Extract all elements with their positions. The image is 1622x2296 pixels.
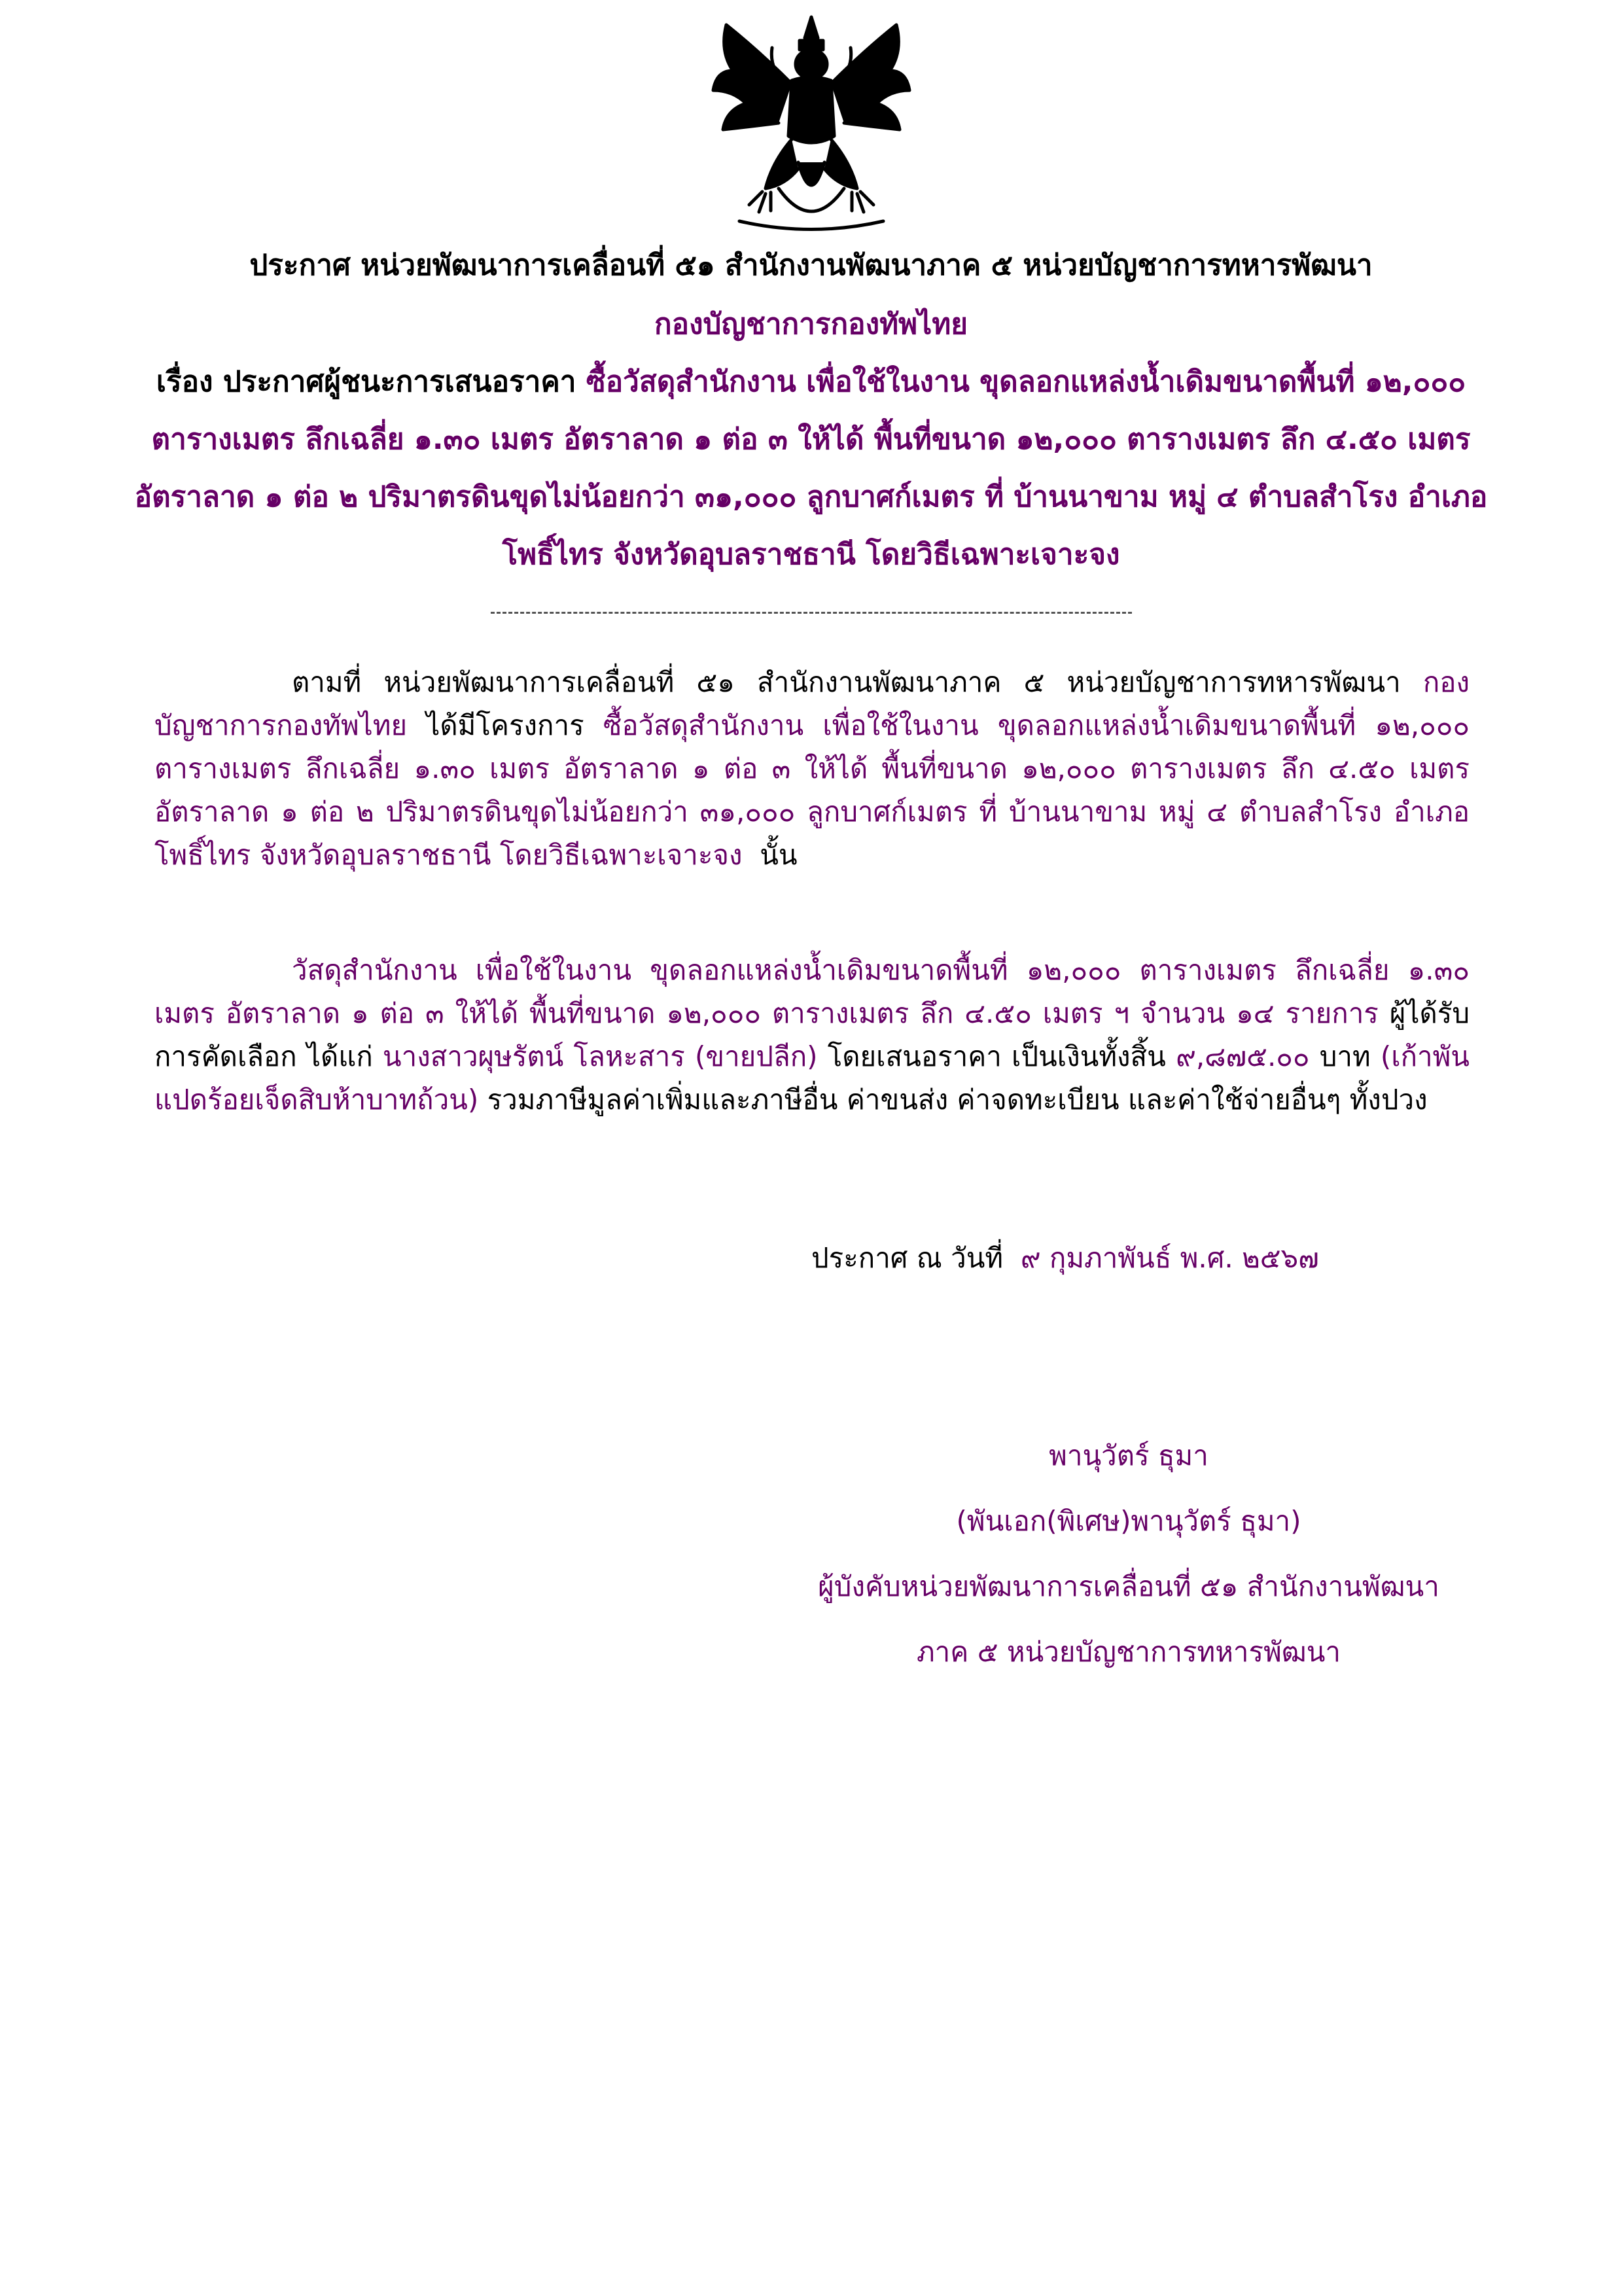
paragraph1-end: นั้น [760, 839, 798, 871]
paragraph-1 [154, 661, 1470, 877]
garuda-emblem-icon [700, 12, 923, 241]
signer-full-name: (พันเอก(พิเศษ)พานุวัตร์ ธุมา) [956, 1505, 1301, 1537]
signature-block [785, 1423, 1472, 1685]
header-title [118, 237, 1504, 294]
subject-text: ซื้อวัสดุสำนักงาน เพื่อใช้ในงาน ขุดลอกแหล่งน้ำเดิมขนาดพื้นที่ ๑๒,๐๐๐ ตารางเมตร ลึกเฉลี่ย ๑.๓๐ เมตร อัตราลาด ๑ ต่อ ๓ ให้ได้ พื้นที่ขนาด ๑๒,๐๐๐ ตารางเมตร ลึก ๔.๕๐ เมตร อัตราลาด ๑ ต่อ ๒ ปริมาตรดินขุดไม่น้อยกว่า ๓๑,๐๐๐ ลูกบาศก์เมตร ที่ บ้านนาขาม หมู่ ๔ ตำบลสำโรง อำเภอโพธิ์ไทร จังหวัดอุบลราชธานี โดยวิธีเฉพาะเจาะจง [134, 365, 1488, 571]
subject-label: เรื่อง ประกาศผู้ชนะการเสนอราคา [156, 365, 576, 398]
paragraph1-middle: ได้มีโครงการ [426, 709, 584, 741]
paragraph1-agency: กองบัญชาการกองทัพไทย [154, 666, 1470, 741]
paragraph2-price: ๙,๘๗๕.๐๐ [1176, 1040, 1310, 1072]
divider [491, 612, 1132, 614]
paragraph2-tail: รวมภาษีมูลค่าเพิ่มและภาษีอื่น ค่าขนส่ง ค่าจดทะเบียน และค่าใช้จ่ายอื่นๆ ทั้งปวง [487, 1084, 1428, 1116]
header-line1: ประกาศ หน่วยพัฒนาการเคลื่อนที่ ๕๑ สำนักงานพัฒนาภาค ๕ หน่วยบัญชาการทหารพัฒนา [249, 249, 1373, 282]
paragraph2-price-words: (เก้าพันแปดร้อยเจ็ดสิบห้าบาทถ้วน) [154, 1040, 1470, 1116]
paragraph2-price-label: โดยเสนอราคา เป็นเงินทั้งสิ้น [827, 1040, 1166, 1072]
announcement-date-line [811, 1237, 1319, 1280]
header-agency [118, 296, 1504, 353]
paragraph1-project: ซื้อวัสดุสำนักงาน เพื่อใช้ในงาน ขุดลอกแหล่งน้ำเดิมขนาดพื้นที่ ๑๒,๐๐๐ ตารางเมตร ลึกเฉลี่ย ๑.๓๐ เมตร อัตราลาด ๑ ต่อ ๓ ให้ได้ พื้นที่ขนาด ๑๒,๐๐๐ ตารางเมตร ลึก ๔.๕๐ เมตร อัตราลาด ๑ ต่อ ๒ ปริมาตรดินขุดไม่น้อยกว่า ๓๑,๐๐๐ ลูกบาศก์เมตร ที่ บ้านนาขาม หมู่ ๔ ตำบลสำโรง อำเภอโพธิ์ไทร จังหวัดอุบลราชธานี [154, 709, 1470, 871]
paragraph1-method: โดยวิธีเฉพาะเจาะจง [499, 839, 743, 871]
announcement-label: ประกาศ ณ วันที่ [811, 1242, 1004, 1274]
paragraph-2 [154, 949, 1470, 1122]
signer-position-line2: ภาค ๕ หน่วยบัญชาการทหารพัฒนา [917, 1636, 1341, 1668]
paragraph2-item: วัสดุสำนักงาน เพื่อใช้ในงาน ขุดลอกแหล่งน้ำเดิมขนาดพื้นที่ ๑๒,๐๐๐ ตารางเมตร ลึกเฉลี่ย ๑.๓๐ เมตร อัตราลาด ๑ ต่อ ๓ ให้ได้ พื้นที่ขนาด ๑๒,๐๐๐ ตารางเมตร ลึก ๔.๕๐ เมตร ฯ จำนวน ๑๔ รายการ [154, 954, 1470, 1029]
signed-name: พานุวัตร์ ธุมา [1049, 1439, 1208, 1472]
paragraph2-winner: นางสาวผุษรัตน์ โลหะสาร (ขายปลีก) [382, 1040, 818, 1072]
announcement-date: ๙ กุมภาพันธ์ พ.ศ. ๒๕๖๗ [1020, 1242, 1319, 1274]
signer-position-line1: ผู้บังคับหน่วยพัฒนาการเคลื่อนที่ ๕๑ สำนักงานพัฒนา [818, 1570, 1439, 1602]
paragraph2-currency: บาท [1319, 1040, 1371, 1072]
header-subject [118, 353, 1504, 584]
header-line2: กองบัญชาการกองทัพไทย [654, 308, 968, 341]
paragraph1-lead: ตามที่ หน่วยพัฒนาการเคลื่อนที่ ๕๑ สำนักงานพัฒนาภาค ๕ หน่วยบัญชาการทหารพัฒนา [292, 666, 1401, 698]
paragraph2-selected-label: ผู้ได้รับการคัดเลือก ได้แก่ [154, 997, 1470, 1072]
